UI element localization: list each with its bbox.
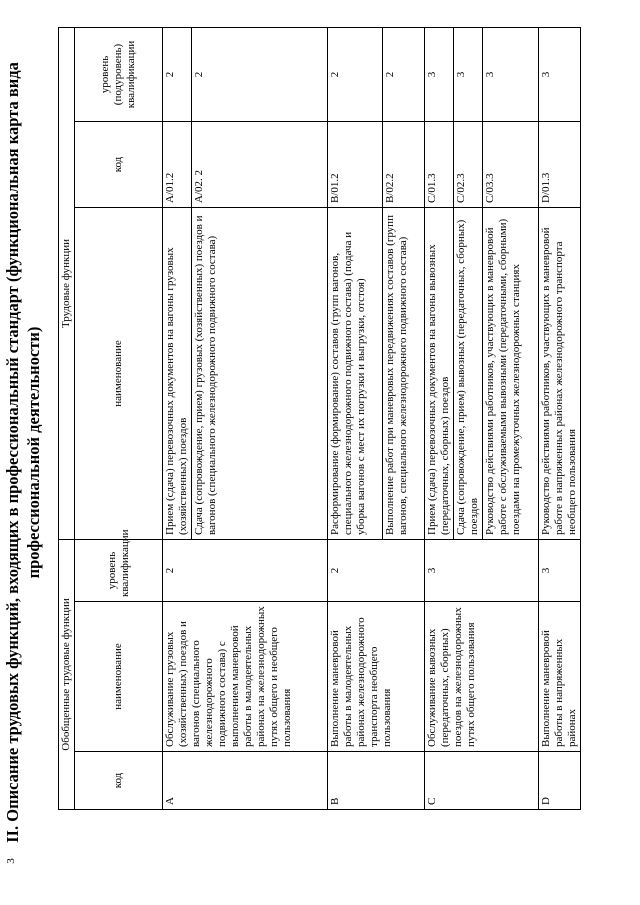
function-code: B/01.2	[328, 121, 383, 207]
page-number: 3	[5, 858, 17, 864]
group-level: 3	[425, 539, 539, 601]
group-level: 3	[539, 539, 581, 601]
header-sublevel: уровень (подуровень) квалификации	[75, 27, 163, 121]
function-name: Руководство действиями работников, участвующих в маневровой работе в напряженных районах железнодорожного транспорта необщего пользования	[539, 207, 581, 539]
function-sublevel: 2	[192, 27, 328, 121]
function-sublevel: 2	[163, 27, 192, 121]
function-name: Прием (сдача) перевозочных документов на вагоны вывозных (передаточных, сборных) поездов	[425, 207, 454, 539]
group-code: B	[328, 752, 425, 810]
function-sublevel: 2	[328, 27, 383, 121]
header-generalized: Обобщенные трудовые функции	[59, 539, 75, 809]
group-name: Обслуживание грузовых (хозяйственных) поездов и вагонов (специального железнодорожного подвижного состава) с выполнением маневровой работы в малодеятельных районах на железнодорожных путях общего и необщего пользования	[163, 602, 328, 752]
group-level: 2	[163, 539, 328, 601]
header-level: уровень квалификации	[75, 539, 163, 601]
function-code: C/03.3	[483, 121, 539, 207]
group-code: C	[425, 752, 539, 810]
group-name: Обслуживание вывозных (передаточных, сборных) поездов на железнодорожных путях общего пользования	[425, 602, 539, 752]
function-name: Сдача (сопровождение, прием) грузовых (хозяйственных) поездов и вагонов (специального железнодорожного подвижного состава)	[192, 207, 328, 539]
function-name: Руководство действиями работников, участвующих в маневровой работе с обслуживаемыми вывозными (передаточными, сборными) поездами на промежуточных железнодорожных станциях	[483, 207, 539, 539]
function-code: A/02. 2	[192, 121, 328, 207]
table-row	[539, 27, 581, 809]
group-name: Выполнение маневровой работы в малодеятельных районах железнодорожного транспорта необщего пользования	[328, 602, 425, 752]
function-sublevel: 3	[539, 27, 581, 121]
function-sublevel: 3	[483, 27, 539, 121]
header-function-code: код	[75, 121, 163, 207]
function-sublevel: 3	[425, 27, 454, 121]
function-code: A/01.2	[163, 121, 192, 207]
group-name: Выполнение маневровой работы в напряженных районах	[539, 602, 581, 752]
function-name: Выполнение работ при маневровых передвижениях составов (групп вагонов, специального железнодорожного подвижного состава)	[383, 207, 425, 539]
function-name: Расформирование (формирование) составов (групп вагонов, специального железнодорожного подвижного состава) (подача и уборка вагонов с мест их погрузки и выгрузки, отстоя)	[328, 207, 383, 539]
function-code: C/02.3	[454, 121, 483, 207]
group-code: A	[163, 752, 328, 810]
header-function-name: наименование	[75, 207, 163, 539]
table-row	[328, 27, 383, 809]
function-code: C/01.3	[425, 121, 454, 207]
group-code: D	[539, 752, 581, 810]
group-level: 2	[328, 539, 425, 601]
function-code: D/01.3	[539, 121, 581, 207]
section-title: II. Описание трудовых функций, входящих в профессиональный стандарт (функциональная карта вида профессиональной деятельности)	[3, 62, 43, 843]
functional-map-table	[58, 27, 581, 810]
header-name: наименование	[75, 602, 163, 752]
table-row	[425, 27, 454, 809]
header-labor-functions: Трудовые функции	[59, 27, 75, 539]
table-row	[163, 27, 192, 809]
function-code: B/02.2	[383, 121, 425, 207]
function-sublevel: 2	[383, 27, 425, 121]
function-sublevel: 3	[454, 27, 483, 121]
header-code: код	[75, 752, 163, 810]
function-name: Сдача (сопровождение, прием) вывозных (передаточных, сборных) поездов	[454, 207, 483, 539]
function-name: Прием (сдача) перевозочных документов на вагоны грузовых (хозяйственных) поездов	[163, 207, 192, 539]
